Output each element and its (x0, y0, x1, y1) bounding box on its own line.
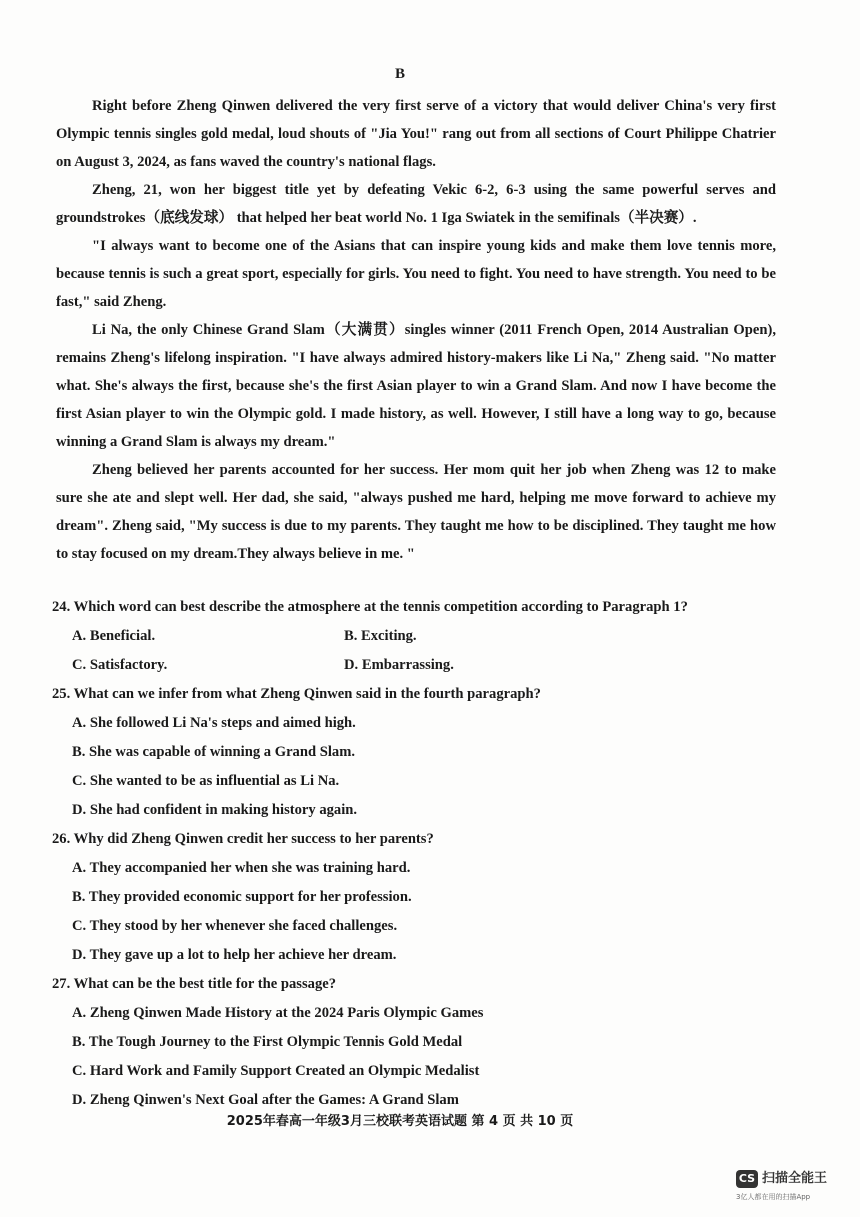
camscanner-logo-icon: CS (736, 1170, 758, 1188)
paragraph-4: Li Na, the only Chinese Grand Slam（大满贯）singles winner (2011 French Open, 2014 Australian Open), remains Zheng's lifelong inspiration. "I have always admired history-makers like Li Na," Zheng said. "No matter what. She's always the first, because she's the first Asian player to win a Grand Slam. And now I have become the first Asian player to win the Olympic gold. I made history, as well. However, I still have a long way to go, because winning a Grand Slam is always my dream." (56, 322, 776, 450)
option-group (52, 709, 782, 825)
option-a: A. Zheng Qinwen Made History at the 2024 Paris Olympic Games (72, 1005, 484, 1021)
paragraph-3: "I always want to become one of the Asians that can inspire young kids and make them love tennis more, because tennis is such a great sport, especially for girls. You need to fight. You need to have strength. You need to be fast," said Zheng. (56, 238, 776, 310)
question-stem: 25. What can we infer from what Zheng Qinwen said in the fourth paragraph? (52, 686, 541, 702)
option-c: C. She wanted to be as influential as Li Na. (72, 773, 340, 789)
option-group (52, 999, 782, 1115)
question-24 (52, 593, 782, 680)
option-c: C. Satisfactory. (72, 657, 168, 673)
question-stem: 24. Which word can best describe the atmosphere at the tennis competition according to Paragraph 1? (52, 599, 688, 615)
option-d: D. Zheng Qinwen's Next Goal after the Games: A Grand Slam (72, 1092, 459, 1108)
option-b: B. She was capable of winning a Grand Slam. (72, 744, 356, 760)
option-group (52, 854, 782, 970)
option-d: D. Embarrassing. (344, 657, 454, 673)
option-b: B. The Tough Journey to the First Olympic Tennis Gold Medal (72, 1034, 463, 1050)
paragraph-2: Zheng, 21, won her biggest title yet by defeating Vekic 6-2, 6-3 using the same powerful serves and groundstrokes（底线发球） that helped her beat world No. 1 Iga Swiatek in the semifinals（半决赛）. (56, 182, 776, 226)
option-a: A. They accompanied her when she was training hard. (72, 860, 411, 876)
question-list (52, 593, 782, 1115)
reading-passage (56, 92, 776, 568)
option-a: A. She followed Li Na's steps and aimed high. (72, 715, 356, 731)
option-a: A. Beneficial. (72, 628, 156, 644)
scanner-app-name: 扫描全能王 (762, 1171, 828, 1186)
question-26 (52, 825, 782, 970)
option-group (52, 622, 782, 680)
page-footer: 2025年春高一年级3月三校联考英语试题 第 4 页 共 10 页 (226, 1114, 574, 1129)
option-d: D. She had confident in making history again. (72, 802, 358, 818)
section-letter: B (394, 66, 405, 82)
option-c: C. They stood by her whenever she faced challenges. (72, 918, 398, 934)
option-b: B. Exciting. (344, 628, 417, 644)
question-27 (52, 970, 782, 1115)
paragraph-1: Right before Zheng Qinwen delivered the very first serve of a victory that would deliver China's very first Olympic tennis singles gold medal, loud shouts of "Jia You!" rang out from all sections of Court Philippe Chatrier on August 3, 2024, as fans waved the country's national flags. (56, 98, 776, 170)
option-b: B. They provided economic support for her profession. (72, 889, 412, 905)
question-stem: 27. What can be the best title for the passage? (52, 976, 337, 992)
question-25 (52, 680, 782, 825)
question-stem: 26. Why did Zheng Qinwen credit her success to her parents? (52, 831, 434, 847)
scanner-watermark (732, 1170, 842, 1206)
scanner-tagline: 3亿人都在用的扫描App (736, 1193, 811, 1201)
paragraph-5: Zheng believed her parents accounted for her success. Her mom quit her job when Zheng was 12 to make sure she ate and slept well. Her dad, she said, "always pushed me hard, helping me move forward to achieve my dream". Zheng said, "My success is due to my parents. They taught me how to be disciplined. They taught me how to stay focused on my dream.They always believe in me. " (56, 462, 776, 562)
option-c: C. Hard Work and Family Support Created an Olympic Medalist (72, 1063, 480, 1079)
option-d: D. They gave up a lot to help her achieve her dream. (72, 947, 397, 963)
